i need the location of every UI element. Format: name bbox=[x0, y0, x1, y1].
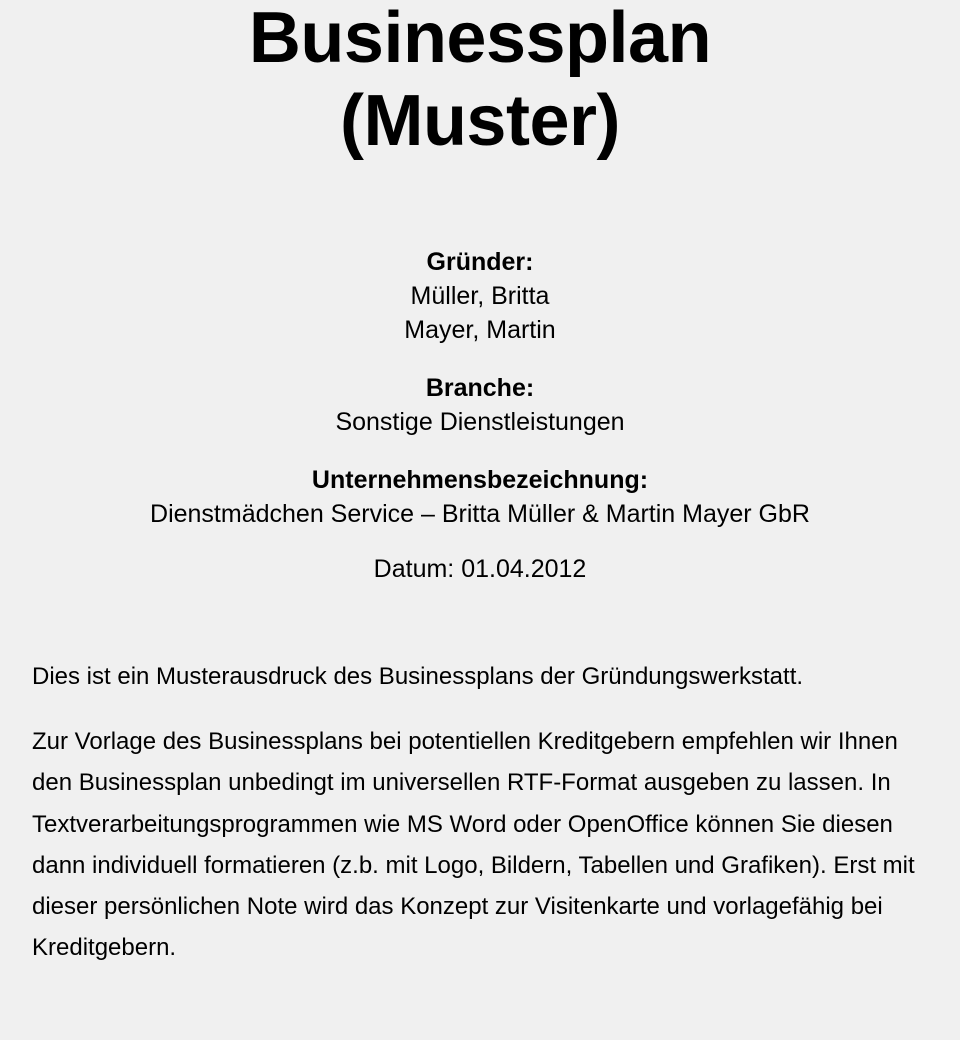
document-subtitle: (Muster) bbox=[340, 81, 620, 162]
document-date: Datum: 01.04.2012 bbox=[373, 554, 587, 583]
body-block bbox=[18, 656, 942, 969]
founder-label-row bbox=[18, 245, 942, 279]
company-label-row bbox=[18, 463, 942, 497]
branch-label: Branche: bbox=[425, 373, 535, 402]
company-label: Unternehmensbezeichnung: bbox=[311, 465, 649, 494]
title-block bbox=[18, 0, 942, 162]
founder-label: Gründer: bbox=[426, 247, 534, 276]
branch-label-row bbox=[18, 371, 942, 405]
body-paragraph-1: Dies ist ein Musterausdruck des Businessplans der Gründungswerkstatt. bbox=[32, 662, 804, 690]
founder-name-2: Mayer, Martin bbox=[404, 315, 556, 344]
company-value: Dienstmädchen Service – Britta Müller & Martin Mayer GbR bbox=[150, 499, 810, 528]
metadata-block bbox=[18, 245, 942, 584]
body-paragraph-2: Zur Vorlage des Businessplans bei potentiellen Kreditgebern empfehlen wir Ihnen den Businessplan unbedingt im universellen RTF-Format ausgeben zu lassen. In Textverarbeitungsprogrammen wie MS Word oder OpenOffice können Sie diesen dann individuell formatieren (z.b. mit Logo, Bildern, Tabellen und Grafiken). Erst mit dieser persönlichen Note wird das Konzept zur Visitenkarte und vorlagefähig bei Kreditgebern. bbox=[32, 728, 915, 962]
branch-value: Sonstige Dienstleistungen bbox=[335, 407, 625, 436]
document-title: Businessplan bbox=[248, 0, 712, 78]
founder-name-1: Müller, Britta bbox=[410, 281, 550, 310]
